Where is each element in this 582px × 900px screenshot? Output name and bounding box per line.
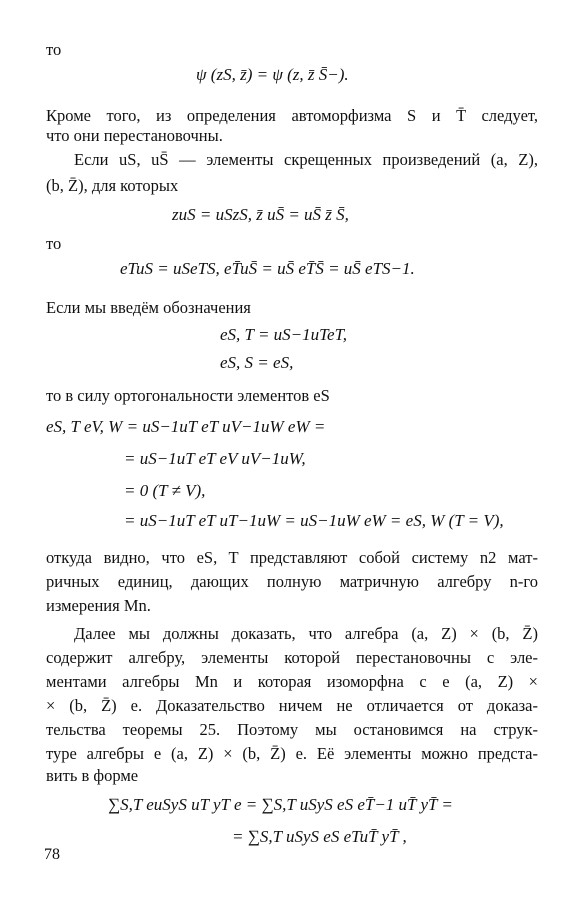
text-line: вить в форме: [46, 766, 139, 785]
equation-psi: ψ (zS, z̄) = ψ (z, z̄ S̄−).: [196, 65, 349, 84]
text-line: содержит алгебру, элементы которой перестановочны с эле-: [46, 648, 538, 667]
text-line: ричных единиц, дающих полную матричную алгебру n-го: [46, 572, 538, 591]
equation-sum-1: ∑S,T euSyS uT yT e = ∑S,T uSyS eS eT̄−1 uT̄ yT̄ =: [108, 795, 453, 814]
text-line: × (b, Z̄) e. Доказательство ничем не отличается от доказа-: [46, 696, 538, 715]
text-line: Далее мы должны доказать, что алгебра (a, Z) × (b, Z̄): [74, 624, 538, 643]
equation-zu: zuS = uSzS, z̄ uS̄ = uS̄ z̄ S̄,: [172, 205, 349, 224]
text-line: то в силу ортогональности элементов eS: [46, 386, 330, 405]
text-line: что они перестановочны.: [46, 126, 223, 145]
equation-eTuS: eTuS = uSeTS, eT̄uS̄ = uS̄ eT̄S̄ = uS̄ eTS−1.: [120, 259, 415, 278]
page-number: 78: [44, 846, 60, 863]
text-line: (b, Z̄), для которых: [46, 176, 179, 195]
text-line: то: [46, 40, 62, 59]
text-line: Кроме того, из определения автоморфизма S и T̄ следует,: [46, 106, 538, 125]
equation-eST: eS, T = uS−1uTeT,: [220, 325, 348, 344]
equation-eSS: eS, S = eS,: [220, 353, 294, 372]
equation-product-3: = 0 (T ≠ V),: [124, 481, 206, 500]
text-line: тельства теоремы 25. Поэтому мы остановимся на струк-: [46, 720, 538, 739]
equation-product-4: = uS−1uT eT uT−1uW = uS−1uW eW = eS, W (T = V),: [124, 511, 504, 530]
text-line: ментами алгебры Mn и которая изоморфна с e (a, Z) ×: [46, 672, 538, 691]
equation-sum-2: = ∑S,T uSyS eS eTuT̄ yT̄ ,: [232, 827, 407, 846]
text-line: Если uS, uS̄ — элементы скрещенных произведений (a, Z),: [74, 150, 538, 169]
text-line: измерения Mn.: [46, 596, 151, 615]
text-line: то: [46, 234, 62, 253]
equation-product-2: = uS−1uT eT eV uV−1uW,: [124, 449, 306, 468]
text-line: туре алгебры e (a, Z) × (b, Z̄) e. Её элементы можно предста-: [46, 744, 538, 763]
text-line: Если мы введём обозначения: [46, 298, 251, 317]
text-line: откуда видно, что eS, T представляют собой систему n2 мат-: [46, 548, 538, 567]
equation-product-1: eS, T eV, W = uS−1uT eT uV−1uW eW =: [46, 417, 326, 436]
